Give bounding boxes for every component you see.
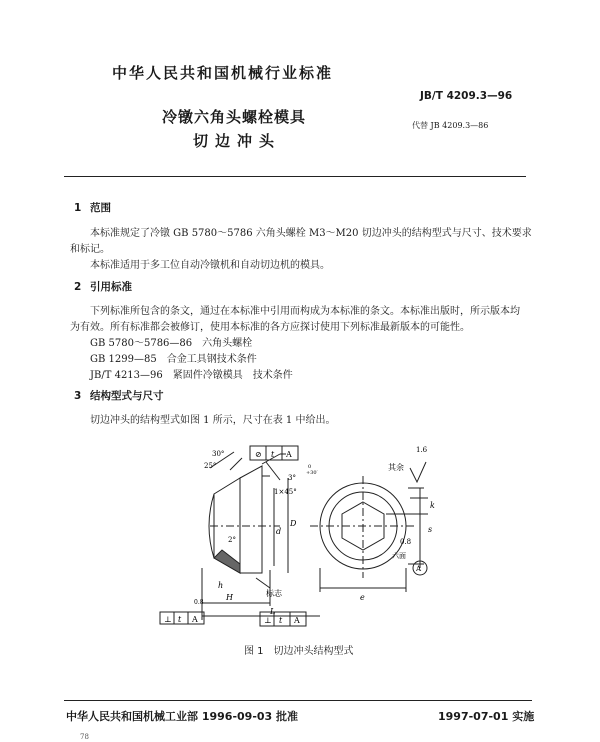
- roughness-symbol: [410, 462, 426, 482]
- angle-label-3: 3°: [288, 474, 296, 482]
- fcf-bottom-tol: t: [279, 616, 283, 625]
- surface-roughness-label: 0.8: [194, 599, 204, 606]
- issuing-authority-heading: 中华人民共和国机械行业标准: [112, 64, 334, 82]
- angle-leader-3: [266, 462, 280, 480]
- section-3-number: 3: [74, 390, 82, 402]
- fcf-left-tol: t: [178, 615, 182, 624]
- dim-label-h: h: [218, 581, 224, 590]
- fcf-bottom-datum: A: [294, 616, 300, 625]
- angle-label-25: 25°: [204, 462, 217, 470]
- fcf-top-datum: A: [286, 450, 292, 459]
- section-1-number: 1: [74, 202, 82, 214]
- roughness-rest-label: 其余: [388, 463, 404, 472]
- footer-rule: [64, 700, 532, 701]
- section-2-heading: [74, 279, 132, 294]
- approval-line: 中华人民共和国机械工业部 1996-09-03 批准: [66, 710, 299, 723]
- punch-head-profile: [240, 466, 262, 573]
- dim-label-e: e: [360, 593, 365, 602]
- page-mark: 78: [80, 733, 89, 741]
- section-3-heading: [74, 388, 164, 403]
- fcf-top-tol: t: [271, 450, 275, 459]
- section-2-title: 引用标准: [90, 281, 132, 293]
- dim-label-s: s: [428, 525, 433, 534]
- fcf-left-symbol: ⊥: [164, 615, 172, 624]
- section-1-heading: [74, 200, 111, 215]
- side-roughness-label: 0.8: [400, 538, 412, 546]
- roughness-rest-value: 1.6: [416, 446, 428, 454]
- dim-label-L: L: [270, 607, 276, 616]
- reference-standard: GB 5780～5786—86 六角头螺栓: [90, 338, 253, 349]
- hex-face-label: 六面: [392, 552, 406, 560]
- angle-label-2: 2°: [228, 536, 236, 544]
- marking-label: 标志: [266, 589, 282, 598]
- figure-caption: 图 1 切边冲头结构型式: [244, 646, 354, 657]
- reference-standard: GB 1299—85 合金工具钢技术条件: [90, 354, 257, 365]
- tol-zero-label: 0: [308, 464, 312, 470]
- section-1-paragraph-line: 和标记。: [70, 244, 110, 255]
- section-2-paragraph-line: 为有效。所有标准都会被修订，使用本标准的各方应探讨使用下列标准最新版本的可能性。: [70, 322, 470, 333]
- marking-leader: [256, 578, 270, 588]
- section-1-title: 范围: [90, 202, 111, 214]
- hatch-area: [214, 550, 240, 573]
- document-subtitle: 切边冲头: [193, 132, 282, 150]
- implementation-date: 1997-07-01 实施: [438, 710, 535, 723]
- section-1-paragraph-line: 本标准规定了冷镦 GB 5780～5786 六角头螺栓 M3～M20 切边冲头的结构型式与尺寸、技术要求: [90, 228, 532, 239]
- dim-label-H: H: [226, 593, 233, 602]
- fcf-top-symbol: ⊘: [255, 450, 262, 459]
- angle-leader-25: [230, 458, 242, 470]
- section-2-number: 2: [74, 281, 82, 293]
- fcf-left-datum: A: [192, 615, 198, 624]
- tol-plus-label: +30′: [306, 470, 318, 476]
- dim-label-d: d: [276, 527, 282, 536]
- angle-label-30: 30°: [212, 450, 225, 458]
- section-3-title: 结构型式与尺寸: [90, 390, 164, 402]
- section-2-paragraph-line: 下列标准所包含的条文，通过在本标准中引用而构成为本标准的条文。本标准出版时，所示版本均: [90, 306, 520, 317]
- chamfer-label: 1×45°: [274, 488, 297, 496]
- figure-1-drawing: [164, 438, 470, 638]
- reference-standard: JB/T 4213—96 紧固件冷镦模具 技术条件: [90, 370, 293, 381]
- standard-number: JB/T 4209.3—96: [420, 90, 513, 102]
- fcf-bottom-symbol: ⊥: [264, 616, 272, 625]
- header-rule: [64, 176, 526, 177]
- datum-label: A: [416, 565, 422, 573]
- section-1-paragraph-2: 本标准适用于多工位自动冷镦机和自动切边机的模具。: [90, 260, 330, 271]
- dim-label-k: k: [430, 501, 435, 510]
- section-3-paragraph: 切边冲头的结构型式如图 1 所示，尺寸在表 1 中给出。: [90, 415, 336, 426]
- dim-label-D: D: [290, 519, 297, 528]
- replaces-note: 代替 JB 4209.3—86: [412, 121, 489, 130]
- document-title: 冷镦六角头螺栓模具: [162, 108, 307, 126]
